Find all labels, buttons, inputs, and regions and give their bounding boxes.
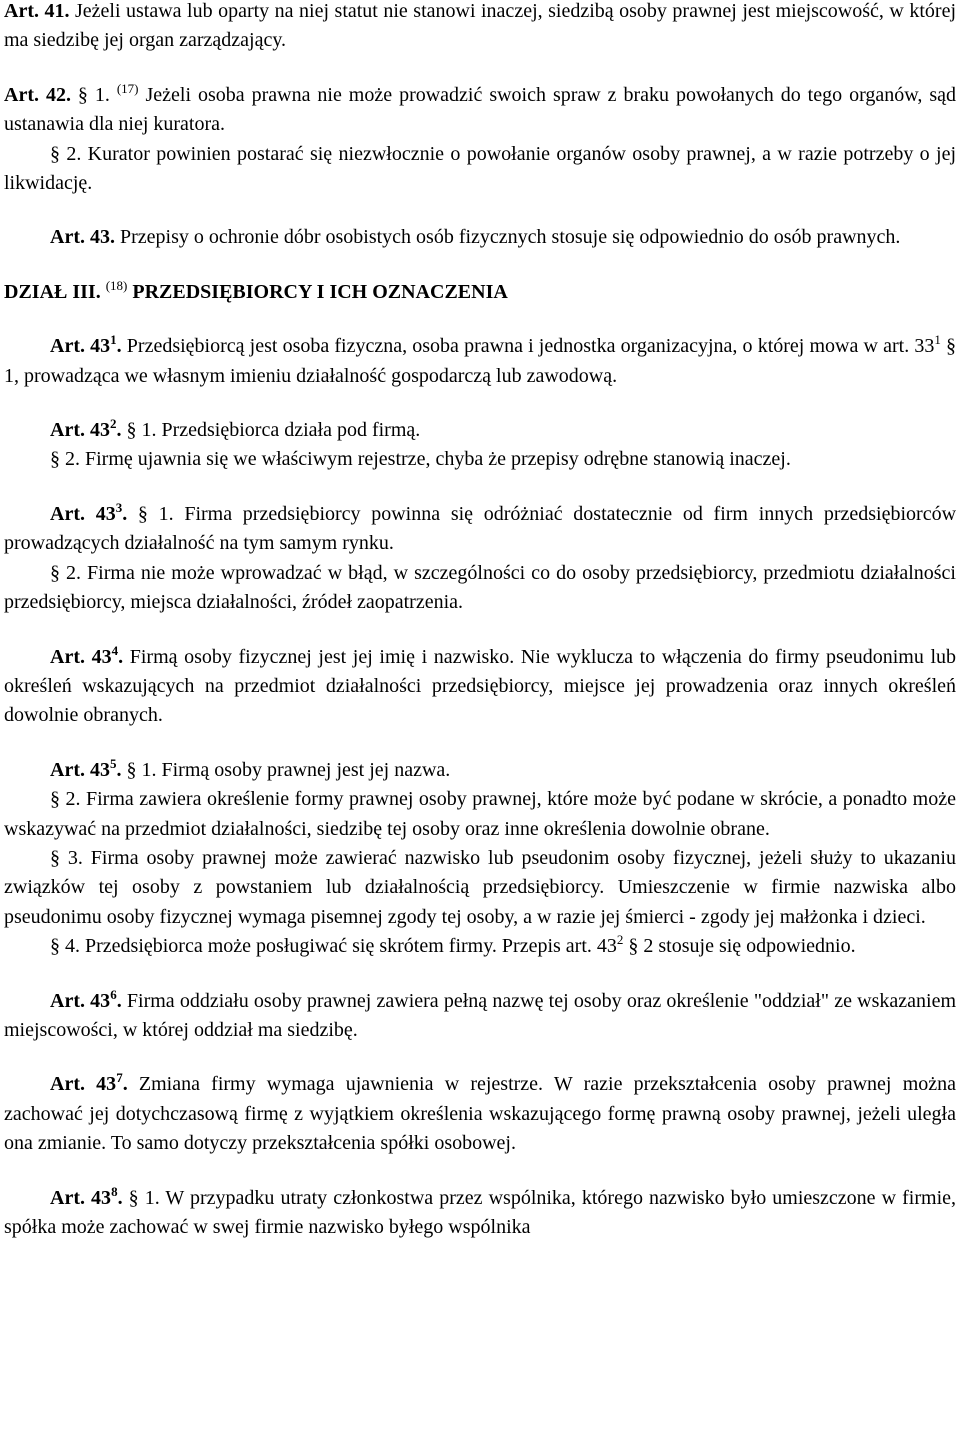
article-superscript: 8 [111, 1183, 118, 1199]
article-label: Art. 43 [50, 1073, 117, 1096]
paragraph-text: Jeżeli osoba prawna nie może prowadzić swoich spraw z braku powołanych do tego organów, sąd ustanawia dla niej kuratora. [4, 83, 957, 136]
article-text: Jeżeli ustawa lub oparty na niej statut nie stanowi inaczej, siedzibą osoby prawnej jest miejscowość, w której ma siedzibę jej organ zarządzający. [4, 0, 956, 52]
article-label: Art. 43 [50, 1186, 112, 1209]
article-dot: . [122, 502, 128, 525]
article-43-7 [4, 1070, 956, 1158]
article-43-3-par-2 [4, 559, 956, 618]
article-superscript: 4 [111, 642, 119, 658]
paragraph-text: § 2 stosuje się odpowiednio. [623, 935, 856, 958]
paragraph-text: § 1. Firmą osoby prawnej jest jej nazwa. [121, 758, 451, 781]
article-label: Art. 42. [4, 83, 71, 106]
article-43 [4, 223, 956, 252]
article-label: Art. 43 [50, 989, 111, 1012]
article-label: Art. 43 [50, 419, 110, 442]
document-page [4, 0, 956, 1242]
article-label: Art. 41. [4, 0, 70, 22]
article-text: Przepisy o ochronie dóbr osobistych osób fizycznych stosuje się odpowiednio do osób prawnych. [114, 226, 901, 249]
article-superscript: 7 [116, 1070, 123, 1086]
article-42 [4, 81, 956, 140]
article-dot: . [116, 419, 122, 442]
article-42-par-2 [4, 140, 956, 199]
article-label: Art. 43 [50, 645, 112, 668]
article-label: Art. 43 [50, 758, 110, 781]
article-dot: . [122, 1073, 128, 1096]
footnote-ref: (18) [105, 277, 128, 293]
article-text: § 1. W przypadku utraty członkostwa przez wspólnika, którego nazwisko było umieszczone w firmie, spółka może zachować w swej firmie nazwisko byłego wspólnika [4, 1186, 957, 1238]
article-dot: . [117, 1186, 123, 1209]
article-43-2 [4, 416, 956, 445]
article-text: Firmą osoby fizycznej jest jej imię i nazwisko. Nie wyklucza to włączenia do firmy pseudonimu lub określeń wskazujących na przedmiot działalności przedsiębiorcy, miejsce jej prowadzenia oraz innych określeń dowolnie obranych. [4, 645, 957, 727]
paragraph-text: § 2. Firma nie może wprowadzać w błąd, w szczególności co do osoby przedsiębiorcy, przedmiotu działalności przedsiębiorcy, miejsca działalności, źródeł zaopatrzenia. [4, 561, 956, 614]
section-heading [4, 278, 956, 307]
article-dot: . [116, 989, 122, 1012]
paragraph-text: § 1. Firma przedsiębiorcy powinna się odróżniać dostatecznie od firm innych przedsiębiorców prowadzących działalność na tym samym rynku. [4, 502, 957, 555]
article-43-5-par-2 [4, 785, 956, 844]
paragraph-text: Kurator powinien postarać się niezwłocznie o powołanie organów osoby prawnej, a w razie potrzeby o jej likwidację. [4, 142, 957, 195]
article-superscript: 6 [110, 986, 117, 1002]
article-43-8 [4, 1184, 956, 1243]
article-43-5 [4, 756, 956, 785]
footnote-ref: (17) [116, 80, 139, 96]
article-superscript: 3 [115, 499, 123, 515]
article-43-3 [4, 500, 956, 559]
article-label: Art. 43 [50, 335, 111, 358]
article-dot: . [116, 758, 122, 781]
article-43-6 [4, 987, 956, 1046]
reference-superscript: 1 [934, 332, 941, 348]
paragraph-text: § 4. Przedsiębiorca może posługiwać się skrótem firmy. Przepis art. 43 [50, 935, 617, 958]
article-text: Zmiana firmy wymaga ujawnienia w rejestrze. W razie przekształcenia osoby prawnej można zachować jej dotychczasową firmę z wyjątkiem określenia wskazującego formę prawną osoby prawnej, jeżeli uległa ona zmianie. To samo dotyczy przekształcenia spółki osobowej. [4, 1073, 956, 1155]
article-43-1 [4, 332, 956, 391]
article-superscript: 5 [109, 755, 117, 771]
article-41 [4, 0, 956, 56]
article-superscript: 1 [110, 332, 117, 348]
article-label: Art. 43 [50, 502, 116, 525]
section-title: PRZEDSIĘBIORCY I ICH OZNACZENIA [132, 280, 508, 303]
article-text: Firma oddziału osoby prawnej zawiera pełną nazwę tej osoby oraz określenie "oddział" ze wskazaniem miejscowości, w której oddział ma siedzibę. [4, 989, 957, 1041]
article-text: Przedsiębiorcą jest osoba fizyczna, osoba prawna i jednostka organizacyjna, o której mowa w art. 33 [121, 335, 935, 358]
section-label: DZIAŁ III. [4, 280, 101, 303]
article-superscript: 2 [109, 416, 117, 432]
reference-superscript: 2 [616, 932, 624, 948]
paragraph-text: § 3. Firma osoby prawnej może zawierać nazwisko lub pseudonim osoby fizycznej, jeżeli służy to ukazaniu związków tej osoby z powstaniem lub działalnością przedsiębiorcy. Umieszczenie w firmie nazwiska albo pseudonimu osoby fizycznej wymaga pisemnej zgody tej osoby, a w razie jej śmierci - zgody jej małżonka i dzieci. [4, 846, 956, 928]
article-43-5-par-4 [4, 932, 956, 961]
article-43-4 [4, 643, 956, 731]
paragraph-text: § 2. Firmę ujawnia się we właściwym rejestrze, chyba że przepisy odrębne stanowią inaczej. [50, 448, 791, 471]
paragraph-text: § 2. Firma zawiera określenie formy prawnej osoby prawnej, które może być podane w skrócie, a ponadto może wskazywać na przedmiot działalności, siedzibę tej osoby oraz inne określenia dowolnie obrane. [4, 788, 956, 840]
article-text: § 1, prowadząca we własnym imieniu działalność gospodarczą lub zawodową. [4, 335, 957, 387]
article-label: Art. 43. [50, 226, 115, 249]
article-43-5-par-3 [4, 844, 956, 932]
article-dot: . [116, 335, 122, 358]
article-43-2-par-2 [4, 445, 956, 474]
paragraph-number: § 1. [70, 83, 117, 106]
article-dot: . [118, 645, 124, 668]
paragraph-text: § 1. Przedsiębiorca działa pod firmą. [121, 419, 421, 442]
paragraph-number: § 2. [50, 142, 82, 165]
